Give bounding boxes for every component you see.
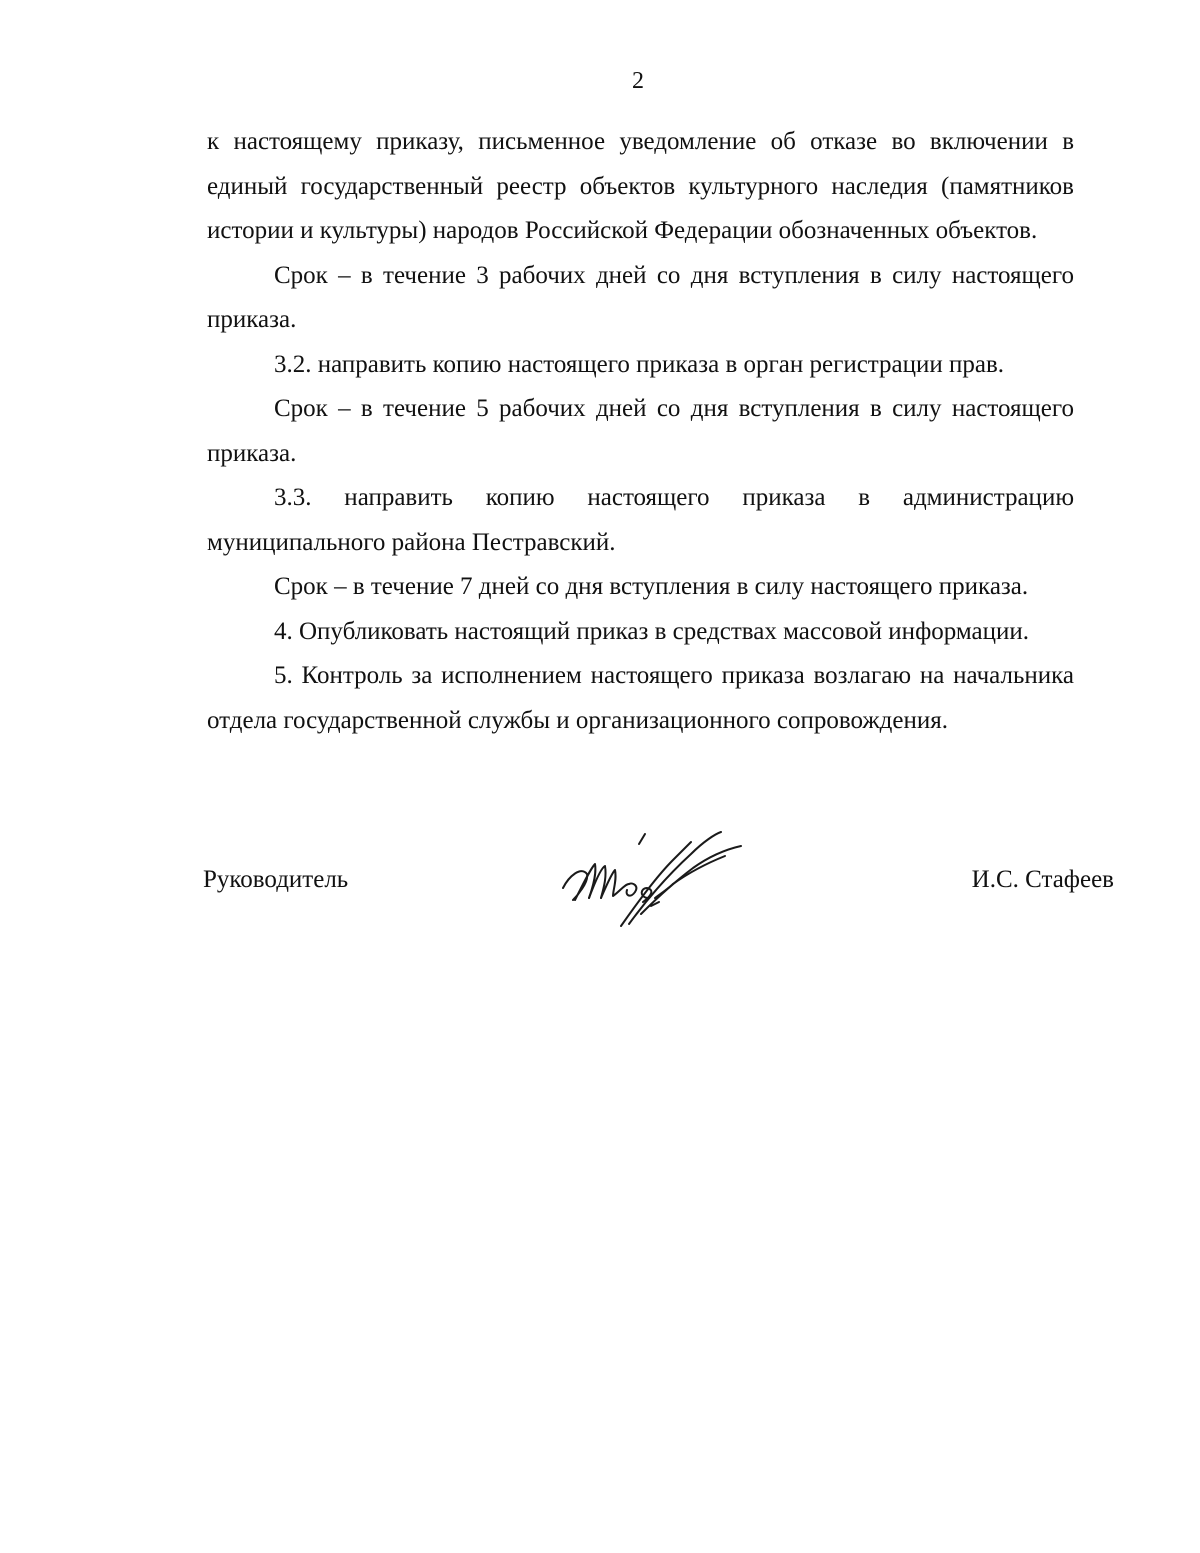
handwritten-signature <box>555 826 755 936</box>
signatory-position: Руководитель <box>203 866 349 893</box>
paragraph-item-3-2: 3.2. направить копию настоящего приказа в орган регистрации прав. <box>274 350 1005 378</box>
paragraph-item-5: 5. Контроль за исполнением настоящего приказа возлагаю на начальника отдела государственной службы и организационного сопровождения. <box>207 662 1074 734</box>
signatory-name: И.С. Стафеев <box>971 866 1114 893</box>
paragraph-continuation: к настоящему приказу, письменное уведомление об отказе во включении в единый государственный реестр объектов культурного наследия (памятников истории и культуры) народов Российской Федерации обозначенных объектов. <box>207 128 1074 244</box>
page-number: 2 <box>632 68 644 94</box>
paragraph-item-3-3: 3.3. направить копию настоящего приказа в администрацию муниципального района Пестравский. <box>207 484 1074 556</box>
paragraph-deadline-7-days: Срок – в течение 7 дней со дня вступления в силу настоящего приказа. <box>274 573 1029 600</box>
paragraph-deadline-5-days: Срок – в течение 5 рабочих дней со дня вступления в силу настоящего приказа. <box>207 395 1074 467</box>
document-body <box>207 120 1074 743</box>
paragraph-deadline-3-days: Срок – в течение 3 рабочих дней со дня вступления в силу настоящего приказа. <box>207 261 1074 333</box>
paragraph-item-4: 4. Опубликовать настоящий приказ в средствах массовой информации. <box>274 617 1030 645</box>
